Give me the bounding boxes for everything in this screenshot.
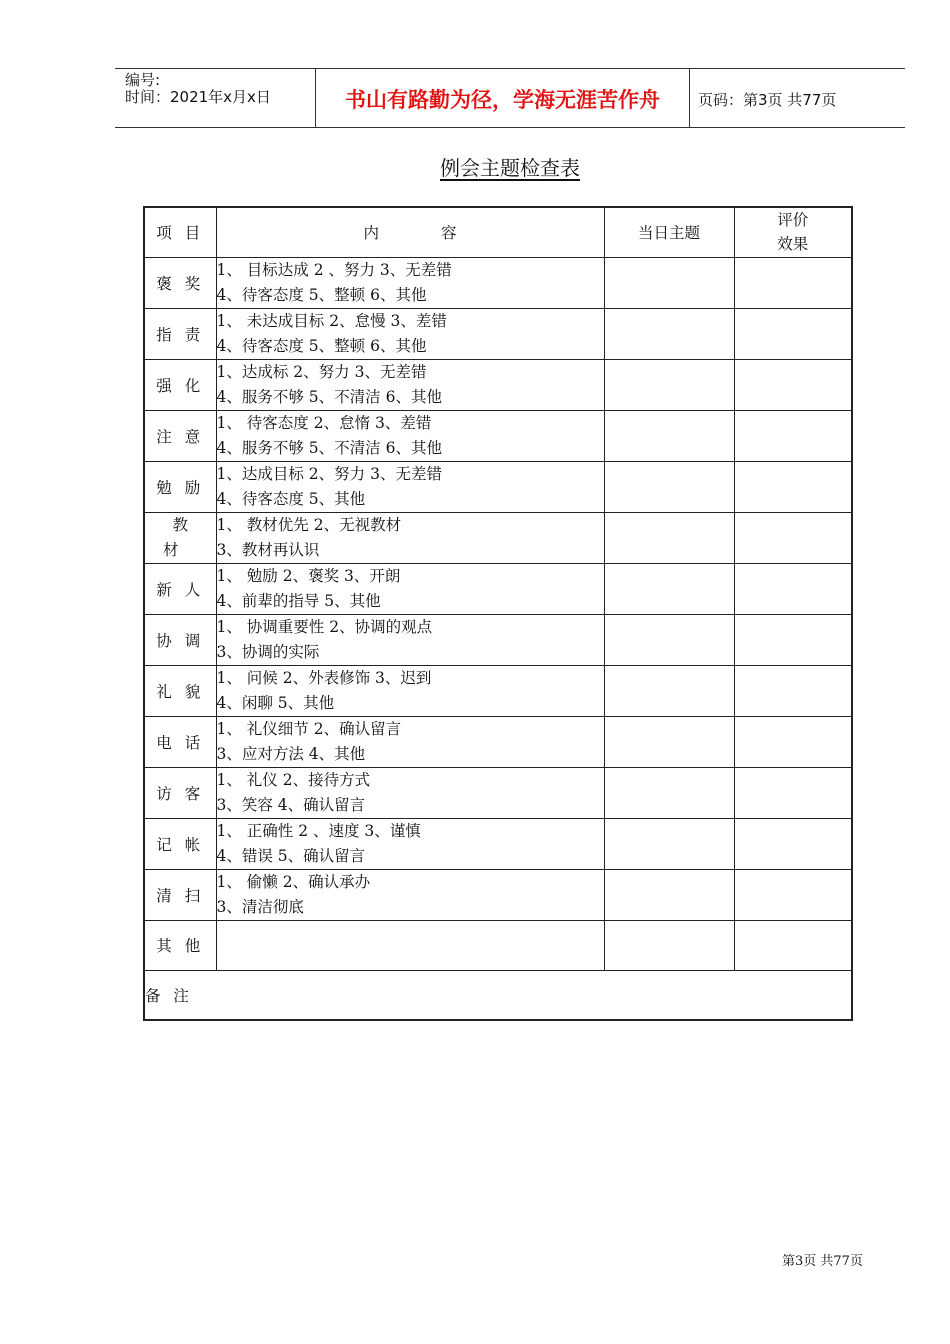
time-label: 时间：2021年x月x日 <box>125 88 271 106</box>
theme-cell[interactable] <box>604 869 734 920</box>
row-content <box>216 257 604 308</box>
content-line: 1、 偷懒 2、确认承办 <box>216 872 371 891</box>
row-item-line: 教 <box>172 515 188 534</box>
content-line: 1、 勉励 2、褒奖 3、开朗 <box>216 566 401 585</box>
evaluation-cell[interactable] <box>734 818 852 869</box>
row-item: 协 调 <box>144 614 216 665</box>
row-content <box>216 767 604 818</box>
page-footer: 第3页 共77页 <box>782 1254 863 1269</box>
content-line: 4、前辈的指导 5、其他 <box>216 591 381 610</box>
content-line: 4、待客态度 5、整顿 6、其他 <box>216 336 427 355</box>
document-title-text: 例会主题检查表 <box>440 156 580 180</box>
header-info <box>115 69 316 127</box>
row-content <box>216 665 604 716</box>
content-line: 1、 教材优先 2、无视教材 <box>216 515 402 534</box>
row-item: 指 责 <box>144 308 216 359</box>
theme-cell[interactable] <box>604 410 734 461</box>
row-content <box>216 308 604 359</box>
row-item: 访 客 <box>144 767 216 818</box>
row-item: 记 帐 <box>144 818 216 869</box>
table-row <box>144 410 852 461</box>
row-item: 电 话 <box>144 716 216 767</box>
content-line: 1、 目标达成 2 、努力 3、无差错 <box>216 260 452 279</box>
evaluation-cell[interactable] <box>734 869 852 920</box>
evaluation-cell[interactable] <box>734 920 852 970</box>
table-row <box>144 614 852 665</box>
content-line: 1、达成标 2、努力 3、无差错 <box>216 362 427 381</box>
table-row <box>144 512 852 563</box>
table-row <box>144 716 852 767</box>
content-line: 1、达成目标 2、努力 3、无差错 <box>216 464 442 483</box>
content-line: 3、清洁彻底 <box>216 897 304 916</box>
evaluation-cell[interactable] <box>734 257 852 308</box>
header-theme: 当日主题 <box>604 207 734 257</box>
theme-cell[interactable] <box>604 512 734 563</box>
content-line: 4、闲聊 5、其他 <box>216 693 335 712</box>
note-cell[interactable] <box>144 970 852 1020</box>
header-motto: 书山有路勤为径，学海无涯苦作舟 <box>316 69 690 127</box>
table-row <box>144 869 852 920</box>
evaluation-cell[interactable] <box>734 512 852 563</box>
table-row <box>144 665 852 716</box>
evaluation-cell[interactable] <box>734 665 852 716</box>
row-content <box>216 818 604 869</box>
content-line: 1、 协调重要性 2、协调的观点 <box>216 617 433 636</box>
row-content <box>216 512 604 563</box>
row-item: 清 扫 <box>144 869 216 920</box>
header-evaluation-line1: 评价 <box>777 211 809 230</box>
table-row <box>144 359 852 410</box>
row-item: 强 化 <box>144 359 216 410</box>
table-row <box>144 308 852 359</box>
content-line: 3、笑容 4、确认留言 <box>216 795 366 814</box>
theme-cell[interactable] <box>604 767 734 818</box>
content-line: 4、错误 5、确认留言 <box>216 846 366 865</box>
content-line: 4、待客态度 5、整顿 6、其他 <box>216 285 427 304</box>
row-content <box>216 359 604 410</box>
table-row <box>144 818 852 869</box>
row-item: 其 他 <box>144 920 216 970</box>
theme-cell[interactable] <box>604 818 734 869</box>
row-item-line: 材 <box>163 540 179 559</box>
content-line: 3、协调的实际 <box>216 642 320 661</box>
row-item: 褒 奖 <box>144 257 216 308</box>
note-label: 备 注 <box>145 986 193 1005</box>
check-table <box>143 206 853 1021</box>
evaluation-cell[interactable] <box>734 359 852 410</box>
row-item: 新 人 <box>144 563 216 614</box>
header-content: 内 容 <box>216 207 604 257</box>
row-content <box>216 614 604 665</box>
table-row <box>144 461 852 512</box>
page-header <box>115 68 905 128</box>
theme-cell[interactable] <box>604 461 734 512</box>
header-evaluation-line2: 效果 <box>777 235 809 254</box>
content-line: 1、 未达成目标 2、怠慢 3、差错 <box>216 311 447 330</box>
content-line: 4、服务不够 5、不清洁 6、其他 <box>216 438 442 457</box>
row-content <box>216 461 604 512</box>
row-content <box>216 410 604 461</box>
row-content <box>216 716 604 767</box>
theme-cell[interactable] <box>604 257 734 308</box>
evaluation-cell[interactable] <box>734 767 852 818</box>
theme-cell[interactable] <box>604 563 734 614</box>
theme-cell[interactable] <box>604 665 734 716</box>
evaluation-cell[interactable] <box>734 308 852 359</box>
theme-cell[interactable] <box>604 920 734 970</box>
header-evaluation <box>734 207 852 257</box>
row-content <box>216 869 604 920</box>
note-row <box>144 970 852 1020</box>
table-row <box>144 767 852 818</box>
evaluation-cell[interactable] <box>734 614 852 665</box>
header-page-info: 页码：第3页 共77页 <box>698 90 837 109</box>
row-item <box>144 512 216 563</box>
document-title <box>0 152 950 181</box>
theme-cell[interactable] <box>604 614 734 665</box>
header-item: 项 目 <box>144 207 216 257</box>
content-line: 1、 问候 2、外表修饰 3、迟到 <box>216 668 432 687</box>
row-item: 礼 貌 <box>144 665 216 716</box>
row-item: 勉 励 <box>144 461 216 512</box>
content-line: 1、 礼仪 2、接待方式 <box>216 770 371 789</box>
table-row <box>144 563 852 614</box>
content-line: 1、 待客态度 2、怠惰 3、差错 <box>216 413 432 432</box>
content-line: 4、待客态度 5、其他 <box>216 489 366 508</box>
content-line: 3、教材再认识 <box>216 540 320 559</box>
table-row <box>144 257 852 308</box>
table-header-row <box>144 207 852 257</box>
theme-cell[interactable] <box>604 359 734 410</box>
evaluation-cell[interactable] <box>734 461 852 512</box>
content-line: 1、 礼仪细节 2、确认留言 <box>216 719 402 738</box>
content-line: 1、 正确性 2 、速度 3、谨慎 <box>216 821 421 840</box>
theme-cell[interactable] <box>604 308 734 359</box>
evaluation-cell[interactable] <box>734 563 852 614</box>
number-label: 编号: <box>125 71 161 89</box>
content-line: 4、服务不够 5、不清洁 6、其他 <box>216 387 442 406</box>
row-item: 注 意 <box>144 410 216 461</box>
evaluation-cell[interactable] <box>734 716 852 767</box>
table-row <box>144 920 852 970</box>
evaluation-cell[interactable] <box>734 410 852 461</box>
row-content[interactable] <box>216 920 604 970</box>
row-content <box>216 563 604 614</box>
theme-cell[interactable] <box>604 716 734 767</box>
content-line: 3、应对方法 4、其他 <box>216 744 366 763</box>
